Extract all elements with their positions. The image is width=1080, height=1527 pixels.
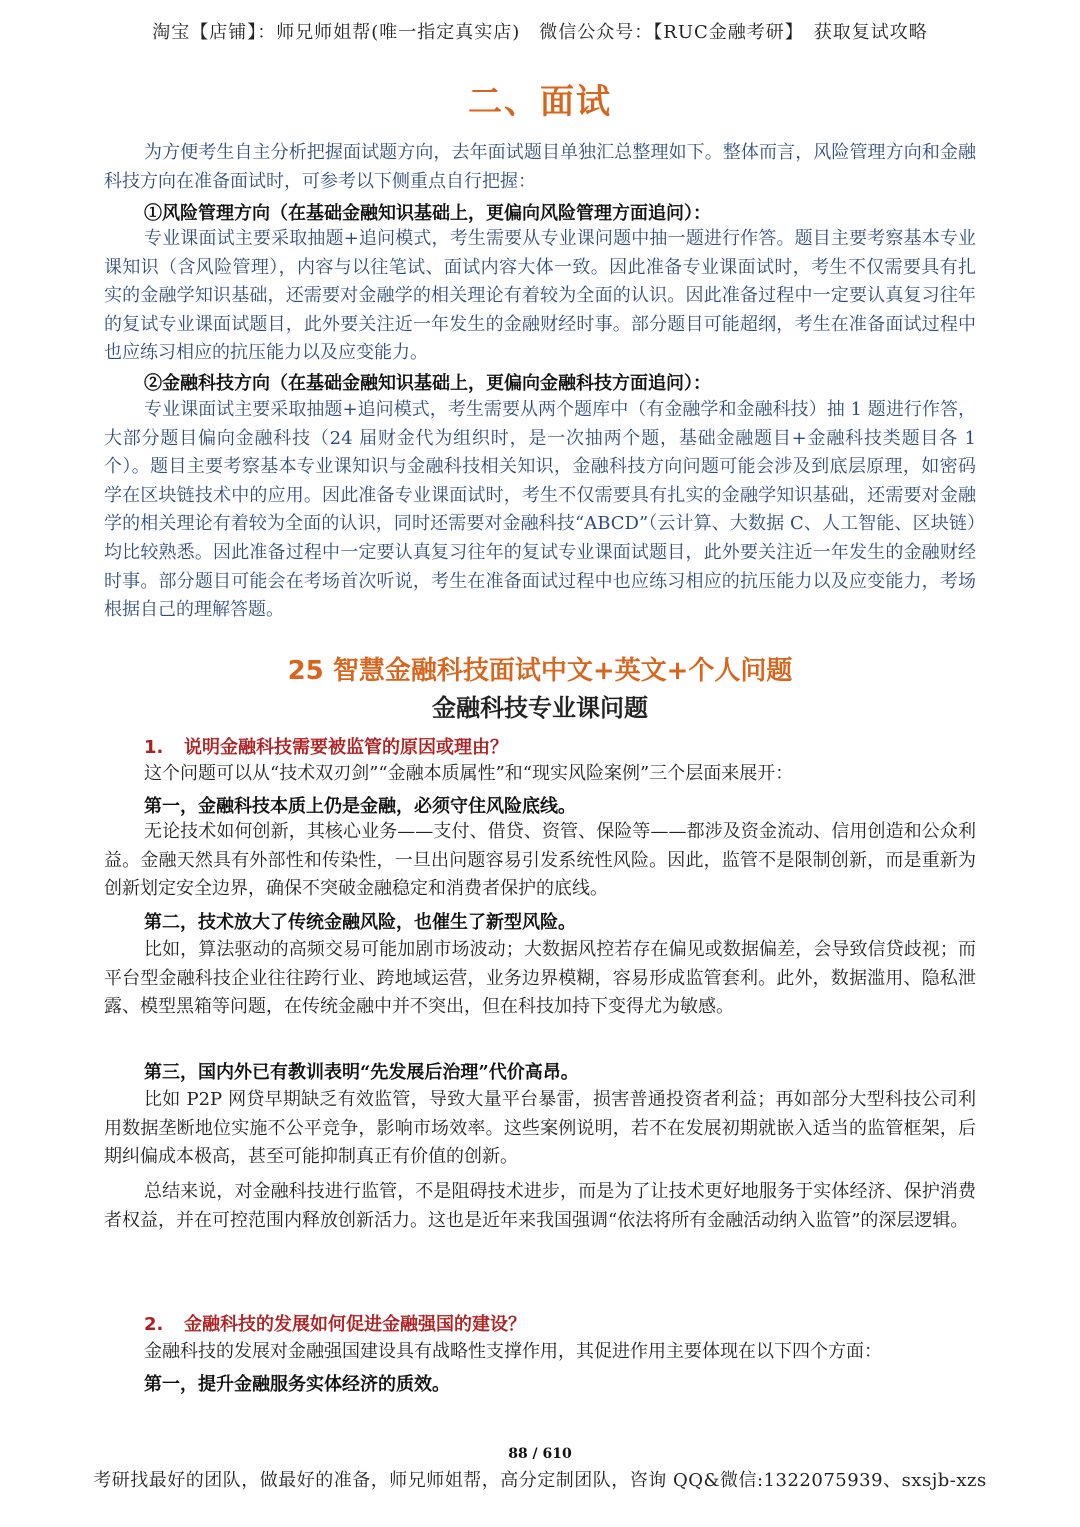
question-2-intro: 金融科技的发展对金融强国建设具有战略性支撑作用，其促进作用主要体现在以下四个方面：	[144, 1341, 882, 1362]
q1-point-3-body: 比如 P2P 网贷早期缺乏有效监管，导致大量平台暴雷，损害普通投资者利益；再如部分大型科技公司利用数据垄断地位实施不公平竞争，影响市场效率。这些案例说明，若不在发展初期就嵌入适当的监管框架，后期纠偏成本极高，甚至可能抑制真正有价值的创新。	[104, 1089, 976, 1168]
risk-paragraph: 专业课面试主要采取抽题+追问模式，考生需要从专业课问题中抽一题进行作答。题目主要考察基本专业课知识（含风险管理），内容与以往笔试、面试内容大体一致。因此准备专业课面试时，考生不仅需要具有扎实的金融学知识基础，还需要对金融学的相关理论有着较为全面的认识。因此准备过程中一定要认真复习往年的复试专业课面试题目，此外要关注近一年发生的金融财经时事。部分题目可能超纲，考生在准备面试过程中也应练习相应的抗压能力以及应变能力。	[104, 228, 976, 364]
q1-point-1-title: 第一，金融科技本质上仍是金融，必须守住风险底线。	[144, 796, 576, 817]
page-header: 淘宝【店铺】：师兄师姐帮(唯一指定真实店) 微信公众号：【RUC金融考研】 获取复试攻略	[152, 22, 928, 43]
q1-conclusion: 总结来说，对金融科技进行监管，不是阻碍技术进步，而是为了让技术更好地服务于实体经济、保护消费者权益，并在可控范围内释放创新活力。这也是近年来我国强调“依法将所有金融活动纳入监管”的深层逻辑。	[104, 1181, 976, 1231]
section-title: 二、面试	[468, 82, 612, 122]
question-1-intro: 这个问题可以从“技术双刃剑”“金融本质属性”和“现实风险案例”三个层面来展开：	[144, 763, 794, 784]
fintech-heading: ②金融科技方向（在基础金融知识基础上，更偏向金融科技方面追问）：	[144, 373, 711, 394]
page-number: 88 / 610	[508, 1446, 572, 1462]
interview-heading: 25 智慧金融科技面试中文+英文+个人问题	[287, 656, 793, 686]
q1-point-2-body: 比如，算法驱动的高频交易可能加剧市场波动；大数据风控若存在偏见或数据偏差，会导致信贷歧视；而平台型金融科技企业往往跨行业、跨地域运营，业务边界模糊，容易形成监管套利。此外，数据滥用、隐私泄露、模型黑箱等问题，在传统金融中并不突出，但在科技加持下变得尤为敏感。	[104, 939, 976, 1018]
question-2-title	[144, 1310, 526, 1336]
course-heading: 金融科技专业课问题	[432, 694, 648, 722]
q1-point-2-title: 第二，技术放大了传统金融风险，也催生了新型风险。	[144, 912, 576, 933]
question-1-text: 说明金融科技需要被监管的原因或理由？	[184, 737, 508, 758]
q1-point-3-title: 第三，国内外已有教训表明“先发展后治理”代价高昂。	[144, 1062, 579, 1083]
question-1-number: 1.	[144, 737, 164, 758]
fintech-paragraph: 专业课面试主要采取抽题+追问模式，考生需要从两个题库中（有金融学和金融科技）抽 1 题进行作答，大部分题目偏向金融科技（24 届财金代为组织时，是一次抽两个题，基础金融题目+金融科技类题目各 1 个）。题目主要考察基本专业课知识与金融科技相关知识，金融科技方向问题可能会涉及到底层原理，如密码学在区块链技术中的应用。因此准备专业课面试时，考生不仅需要具有扎实的金融学知识基础，还需要对金融学的相关理论有着较为全面的认识，同时还需要对金融科技“ABCD”（云计算、大数据 C、人工智能、区块链）均比较熟悉。因此准备过程中一定要认真复习往年的复试专业课面试题目，此外要关注近一年发生的金融财经时事。部分题目可能会在考场首次听说，考生在准备面试过程中也应练习相应的抗压能力以及应变能力，考场根据自己的理解答题。	[104, 399, 976, 621]
question-2-text: 金融科技的发展如何促进金融强国的建设？	[184, 1314, 526, 1335]
intro-paragraph: 为方便考生自主分析把握面试题方向，去年面试题目单独汇总整理如下。整体而言，风险管理方向和金融科技方向在准备面试时，可参考以下侧重点自行把握：	[104, 142, 976, 192]
question-1-title	[144, 733, 508, 759]
page-footer: 考研找最好的团队，做最好的准备，师兄师姐帮，高分定制团队，咨询 QQ&微信:1322075939、sxsjb-xzs	[93, 1470, 987, 1491]
q1-point-1-body: 无论技术如何创新，其核心业务——支付、借贷、资管、保险等——都涉及资金流动、信用创造和公众利益。金融天然具有外部性和传染性，一旦出问题容易引发系统性风险。因此，监管不是限制创新，而是重新为创新划定安全边界，确保不突破金融稳定和消费者保护的底线。	[104, 821, 976, 900]
q2-point-1-title: 第一，提升金融服务实体经济的质效。	[144, 1374, 450, 1395]
question-2-number: 2.	[144, 1314, 164, 1335]
risk-heading: ①风险管理方向（在基础金融知识基础上，更偏向风险管理方面追问）：	[144, 203, 711, 224]
